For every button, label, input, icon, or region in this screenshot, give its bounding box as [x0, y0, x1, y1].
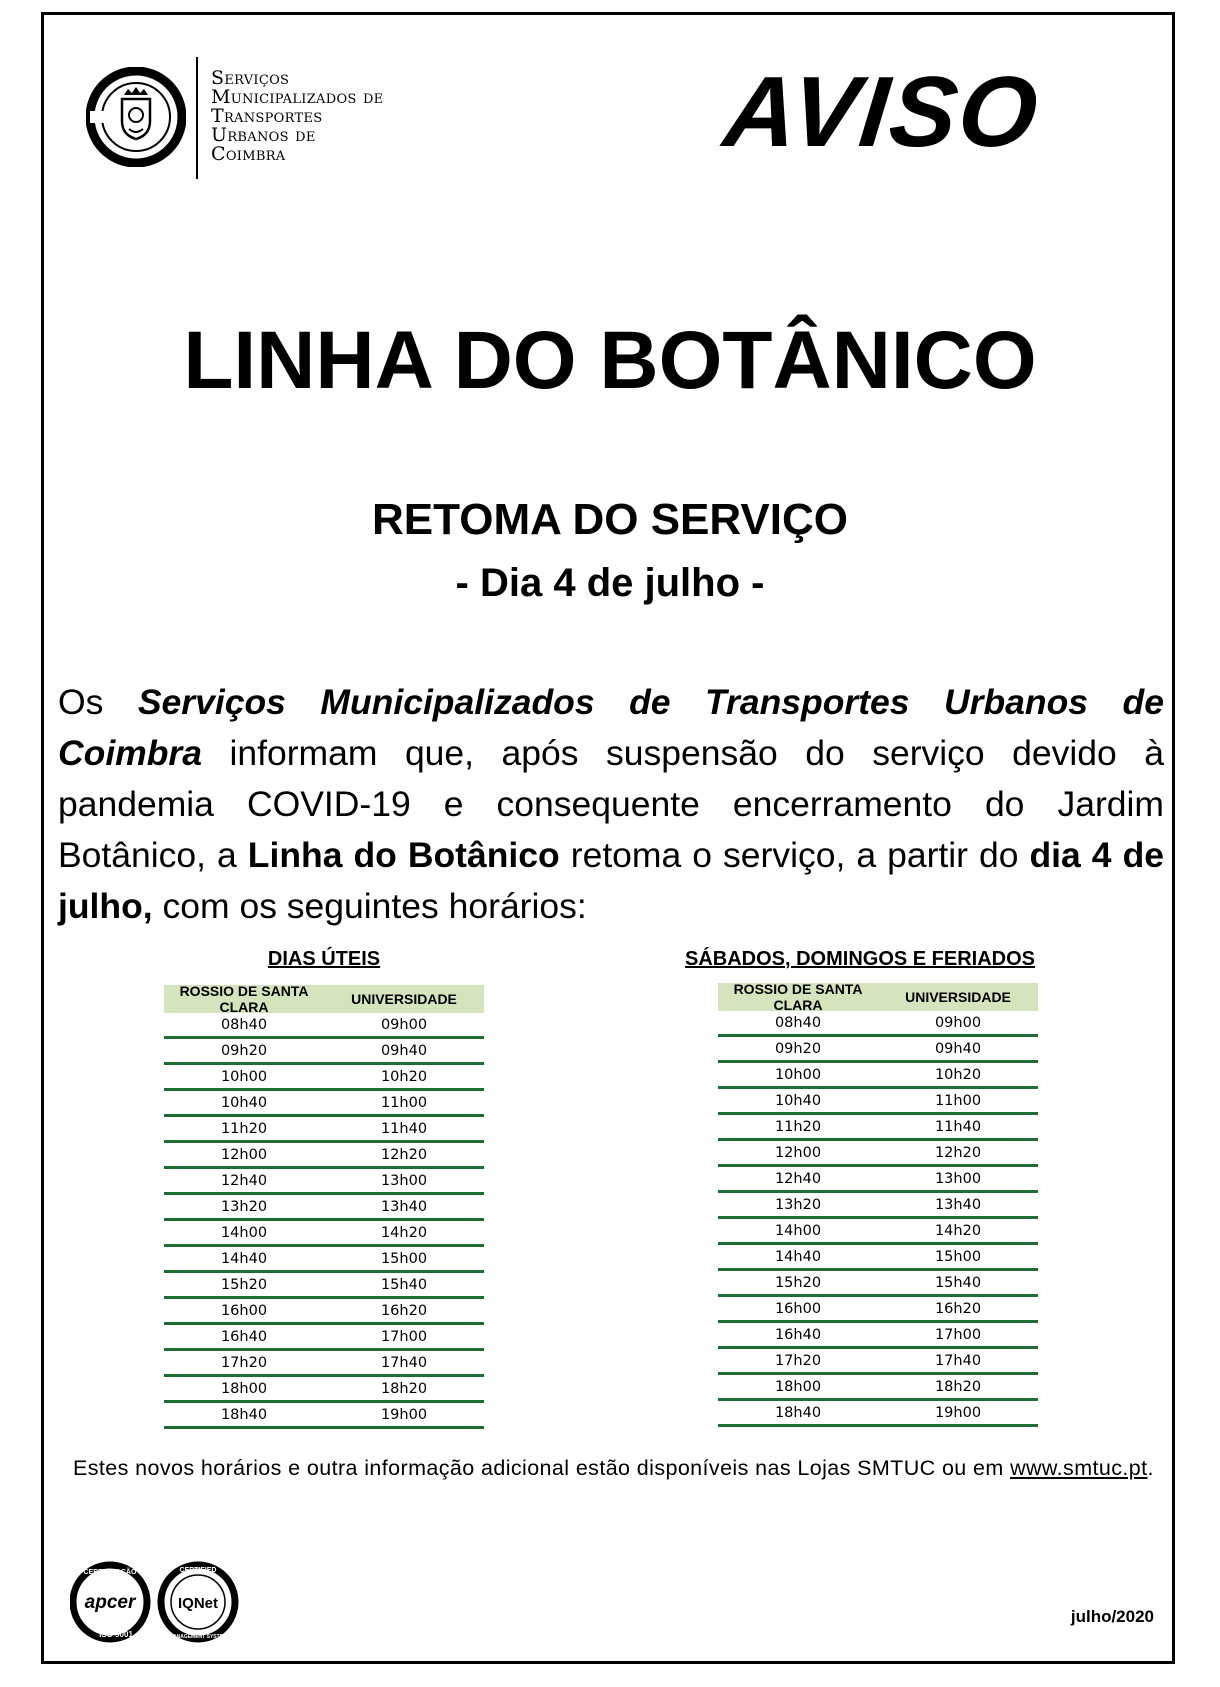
smtuc-logo: [86, 55, 486, 185]
departure-time-origin: 12h00: [774, 1144, 822, 1161]
apcer-top-text: CERTIFICAÇÃO: [83, 1569, 137, 1576]
start-date: dia 4 de julho,: [58, 835, 1164, 926]
departure-time-destination: 09h00: [380, 1016, 428, 1033]
table-row: [718, 1193, 1038, 1219]
table-row: [164, 1013, 484, 1039]
table-row: [164, 1247, 484, 1273]
footer-text: [73, 1452, 1166, 1484]
logo-line: Coimbra: [211, 143, 286, 165]
weekends-schedule-table: [718, 983, 1038, 1427]
body-fragment: retoma o serviço, a partir do: [559, 835, 1030, 875]
apcer-name: apcer: [84, 1592, 136, 1613]
organization-name: Serviços Municipalizados de Transportes Urbanos de Coimbra: [58, 682, 1164, 773]
departure-time-origin: 13h20: [774, 1196, 822, 1213]
departure-time-destination: 15h00: [934, 1248, 982, 1265]
departure-time-destination: 13h40: [934, 1196, 982, 1213]
departure-time-origin: 10h00: [220, 1068, 268, 1085]
page-title: LINHA DO BOTÂNICO: [183, 315, 1037, 406]
coat-of-arms-icon: [86, 67, 186, 167]
footer-fragment: Estes novos horários e outra informação adicional estão disponíveis nas Lojas SMTUC ou em: [73, 1456, 1011, 1480]
departure-time-origin: 18h40: [774, 1404, 822, 1421]
departure-time-origin: 08h40: [774, 1014, 822, 1031]
apcer-iso9001-badge: [73, 1565, 147, 1639]
departure-time-destination: 18h20: [380, 1380, 428, 1397]
departure-time-destination: 09h00: [934, 1014, 982, 1031]
departure-time-destination: 19h00: [380, 1406, 428, 1423]
departure-time-destination: 11h00: [934, 1092, 982, 1109]
table-row: [718, 1297, 1038, 1323]
table-row: [718, 1349, 1038, 1375]
body-fragment: informam que, após suspensão do serviço devido à pandemia COVID-19 e consequente encerramento do Jardim Botânico, a: [58, 733, 1164, 875]
departure-time-origin: 10h40: [220, 1094, 268, 1111]
departure-time-origin: 15h20: [774, 1274, 822, 1291]
departure-time-destination: 15h40: [380, 1276, 428, 1293]
logo-text: [211, 69, 383, 164]
table-row: [718, 1375, 1038, 1401]
footer-fragment: .: [1147, 1456, 1154, 1480]
departure-time-destination: 10h20: [934, 1066, 982, 1083]
table-row: [164, 1065, 484, 1091]
aviso-heading: AVISO: [719, 56, 1045, 168]
departure-time-destination: 19h00: [934, 1404, 982, 1421]
table-row: [718, 1219, 1038, 1245]
table-header: [164, 985, 484, 1013]
departure-time-destination: 12h20: [934, 1144, 982, 1161]
table-row: [164, 1195, 484, 1221]
body-fragment: com os seguintes horários:: [152, 886, 587, 926]
column-header-destination: UNIVERSIDADE: [905, 989, 1011, 1005]
body-fragment: Os: [58, 682, 138, 722]
departure-time-origin: 16h40: [220, 1328, 268, 1345]
departure-time-destination: 17h00: [934, 1326, 982, 1343]
departure-time-origin: 11h20: [220, 1120, 268, 1137]
departure-time-origin: 14h40: [220, 1250, 268, 1267]
departure-time-destination: 15h00: [380, 1250, 428, 1267]
table-header: [718, 983, 1038, 1011]
departure-time-origin: 17h20: [774, 1352, 822, 1369]
departure-time-destination: 09h40: [934, 1040, 982, 1057]
departure-time-destination: 17h00: [380, 1328, 428, 1345]
departure-time-origin: 18h40: [220, 1406, 268, 1423]
subtitle: RETOMA DO SERVIÇO: [372, 495, 848, 544]
departure-time-origin: 14h00: [774, 1222, 822, 1239]
column-header-destination: UNIVERSIDADE: [351, 991, 457, 1007]
table-row: [718, 1323, 1038, 1349]
departure-time-origin: 14h40: [774, 1248, 822, 1265]
weekdays-schedule-table: [164, 985, 484, 1429]
departure-time-destination: 15h40: [934, 1274, 982, 1291]
table-row: [164, 1039, 484, 1065]
column-header-origin: ROSSIO DE SANTA CLARA: [733, 981, 863, 1013]
departure-time-origin: 15h20: [220, 1276, 268, 1293]
table-row: [718, 1011, 1038, 1037]
departure-time-origin: 18h00: [774, 1378, 822, 1395]
table-row: [718, 1115, 1038, 1141]
departure-time-origin: 16h00: [220, 1302, 268, 1319]
column-header-origin: ROSSIO DE SANTA CLARA: [179, 983, 309, 1015]
iqnet-top-text: CERTIFIED: [179, 1567, 217, 1574]
departure-time-destination: 16h20: [934, 1300, 982, 1317]
departure-time-destination: 14h20: [934, 1222, 982, 1239]
table-row: [164, 1117, 484, 1143]
line-name: Linha do Botânico: [247, 835, 560, 875]
table-row: [718, 1245, 1038, 1271]
logo-line: Transportes: [211, 105, 323, 127]
departure-time-origin: 12h00: [220, 1146, 268, 1163]
departure-time-destination: 10h20: [380, 1068, 428, 1085]
departure-time-destination: 11h40: [380, 1120, 428, 1137]
table-row: [164, 1403, 484, 1429]
departure-time-destination: 13h00: [934, 1170, 982, 1187]
certification-badges: [70, 1560, 250, 1645]
departure-time-origin: 11h20: [774, 1118, 822, 1135]
departure-time-destination: 14h20: [380, 1224, 428, 1241]
departure-time-origin: 12h40: [220, 1172, 268, 1189]
departure-time-destination: 16h20: [380, 1302, 428, 1319]
table-row: [164, 1299, 484, 1325]
departure-time-origin: 08h40: [220, 1016, 268, 1033]
iqnet-name: IQNet: [177, 1595, 219, 1612]
table-row: [164, 1325, 484, 1351]
departure-time-destination: 13h00: [380, 1172, 428, 1189]
departure-time-origin: 17h20: [220, 1354, 268, 1371]
table-row: [718, 1141, 1038, 1167]
date-line: - Dia 4 de julho -: [455, 561, 765, 605]
table-row: [164, 1221, 484, 1247]
logo-line: Urbanos de: [211, 124, 316, 146]
table-row: [718, 1089, 1038, 1115]
table-row: [718, 1271, 1038, 1297]
departure-time-destination: 09h40: [380, 1042, 428, 1059]
departure-time-destination: 17h40: [934, 1352, 982, 1369]
apcer-bottom-text: ISO 9001: [99, 1630, 133, 1639]
weekdays-heading: DIAS ÚTEIS: [267, 948, 381, 970]
table-row: [164, 1273, 484, 1299]
issue-month: julho/2020: [1070, 1607, 1154, 1626]
logo-divider: [196, 57, 198, 179]
table-row: [164, 1377, 484, 1403]
weekends-heading: SÁBADOS, DOMINGOS E FERIADOS: [684, 948, 1036, 970]
departure-time-origin: 13h20: [220, 1198, 268, 1215]
departure-time-origin: 16h00: [774, 1300, 822, 1317]
departure-time-origin: 18h00: [220, 1380, 268, 1397]
departure-time-origin: 10h00: [774, 1066, 822, 1083]
table-row: [718, 1401, 1038, 1427]
iqnet-bottom-text: MANAGEMENT SYSTEM: [168, 1634, 228, 1640]
logo-line: Municipalizados de: [211, 86, 384, 108]
departure-time-destination: 18h20: [934, 1378, 982, 1395]
table-row: [164, 1351, 484, 1377]
table-row: [164, 1143, 484, 1169]
departure-time-origin: 09h20: [220, 1042, 268, 1059]
announcement-text: [58, 677, 1164, 932]
departure-time-origin: 09h20: [774, 1040, 822, 1057]
departure-time-destination: 12h20: [380, 1146, 428, 1163]
departure-time-destination: 13h40: [380, 1198, 428, 1215]
departure-time-destination: 11h00: [380, 1094, 428, 1111]
departure-time-origin: 14h00: [220, 1224, 268, 1241]
logo-line: Serviços: [211, 67, 290, 89]
departure-time-destination: 11h40: [934, 1118, 982, 1135]
table-row: [718, 1037, 1038, 1063]
table-row: [718, 1063, 1038, 1089]
iqnet-badge: [161, 1565, 235, 1640]
table-row: [164, 1091, 484, 1117]
table-row: [164, 1169, 484, 1195]
departure-time-origin: 12h40: [774, 1170, 822, 1187]
departure-time-origin: 10h40: [774, 1092, 822, 1109]
departure-time-origin: 16h40: [774, 1326, 822, 1343]
table-row: [718, 1167, 1038, 1193]
smtuc-website-link[interactable]: www.smtuc.pt: [1010, 1456, 1148, 1480]
departure-time-destination: 17h40: [380, 1354, 428, 1371]
